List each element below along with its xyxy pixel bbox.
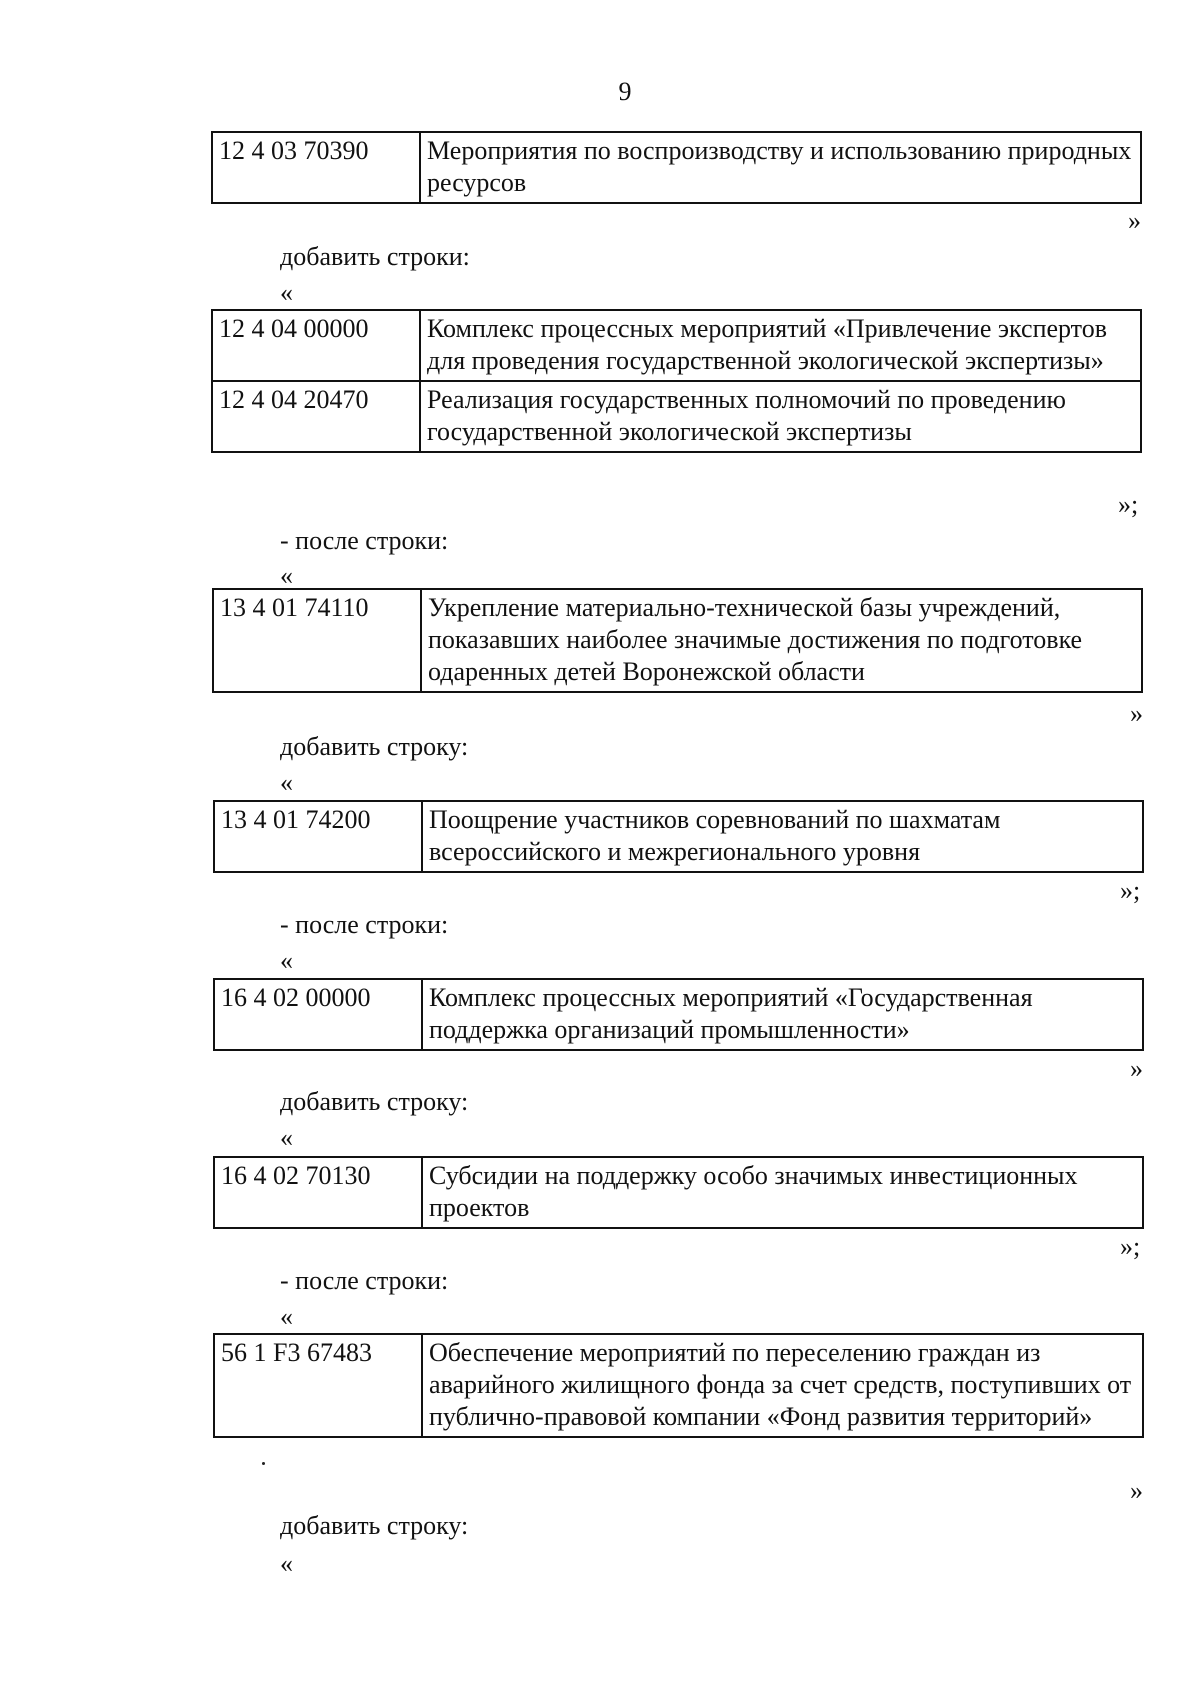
table-row [214,1157,1143,1228]
page-number: 9 [618,77,632,106]
budget-description-cell: Комплекс процессных мероприятий «Государственная поддержка организаций промышленности» [422,979,1143,1050]
budget-code-table-6 [213,1156,1144,1229]
opening-quote: « [280,278,293,307]
instruction-text: добавить строку: [280,1511,469,1540]
budget-code-cell: 16 4 02 70130 [214,1157,422,1228]
instruction-text: - после строки: [280,1266,449,1295]
opening-quote: « [280,946,293,975]
opening-quote: « [280,768,293,797]
budget-description-cell: Поощрение участников соревнований по шахматам всероссийского и межрегионального уровня [422,801,1143,872]
closing-quote: » [1130,699,1143,728]
closing-quote: » [1130,1476,1143,1505]
budget-description-cell: Обеспечение мероприятий по переселению граждан из аварийного жилищного фонда за счет средств, поступивших от публично-правовой компании «Фонд развития территорий» [422,1334,1143,1437]
opening-quote: « [280,561,293,590]
budget-description-cell: Укрепление материально-технической базы учреждений, показавших наиболее значимые достижения по подготовке одаренных детей Воронежской области [421,589,1142,692]
table-row [212,310,1141,381]
budget-code-cell: 12 4 03 70390 [212,132,420,203]
budget-code-table-7 [213,1333,1144,1438]
instruction-text: добавить строку: [280,732,469,761]
budget-code-table-1 [211,131,1142,204]
budget-description-cell: Реализация государственных полномочий по проведению государственной экологической экспертизы [420,381,1141,452]
opening-quote: « [280,1123,293,1152]
budget-code-cell: 56 1 F3 67483 [214,1334,422,1437]
closing-quote: » [1130,1054,1143,1083]
budget-description-cell: Комплекс процессных мероприятий «Привлечение экспертов для проведения государственной экологической экспертизы» [420,310,1141,381]
closing-quote: »; [1120,876,1141,905]
table-row [212,132,1141,203]
table-row [214,1334,1143,1437]
budget-code-table-3 [212,588,1143,693]
budget-code-table-2 [211,309,1142,453]
instruction-text: - после строки: [280,526,449,555]
instruction-text: - после строки: [280,910,449,939]
budget-code-cell: 12 4 04 00000 [212,310,420,381]
scan-speck [262,1462,265,1465]
budget-code-cell: 12 4 04 20470 [212,381,420,452]
opening-quote: « [280,1302,293,1331]
instruction-text: добавить строку: [280,1087,469,1116]
table-row [214,979,1143,1050]
budget-code-cell: 16 4 02 00000 [214,979,422,1050]
table-row [212,381,1141,452]
table-row [213,589,1142,692]
budget-description-cell: Мероприятия по воспроизводству и использованию природных ресурсов [420,132,1141,203]
instruction-text: добавить строки: [280,242,470,271]
budget-code-table-4 [213,800,1144,873]
closing-quote: » [1128,206,1141,235]
budget-description-cell: Субсидии на поддержку особо значимых инвестиционных проектов [422,1157,1143,1228]
budget-code-cell: 13 4 01 74200 [214,801,422,872]
budget-code-cell: 13 4 01 74110 [213,589,421,692]
closing-quote: »; [1118,490,1139,519]
budget-code-table-5 [213,978,1144,1051]
opening-quote: « [280,1549,293,1578]
table-row [214,801,1143,872]
closing-quote: »; [1120,1232,1141,1261]
